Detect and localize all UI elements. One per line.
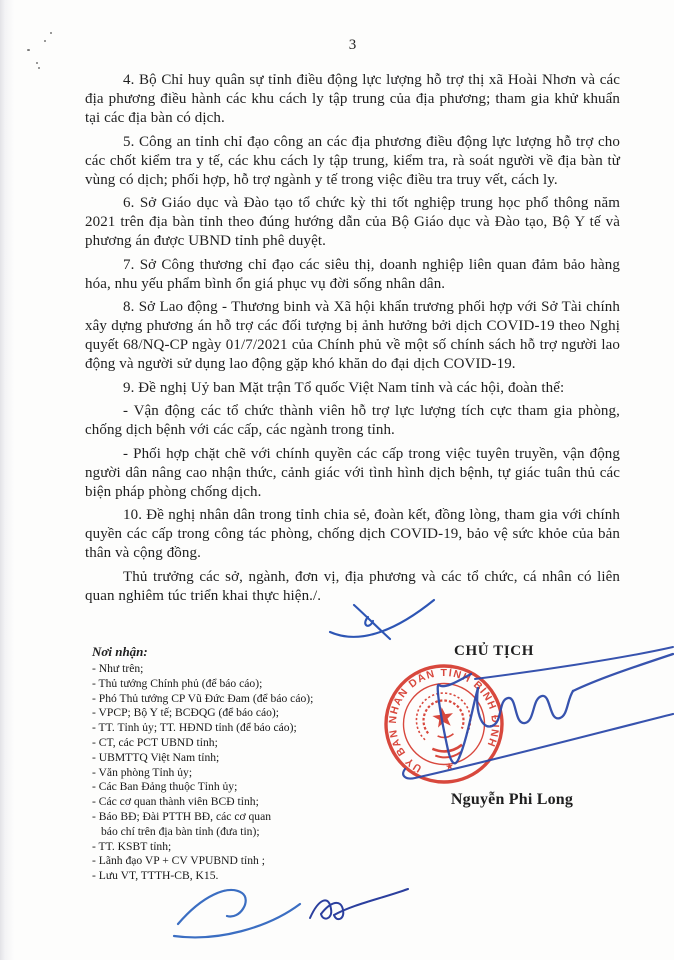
recipient-item: - Các Ban Đảng thuộc Tỉnh ủy; xyxy=(92,780,238,794)
paragraph: 4. Bộ Chỉ huy quân sự tỉnh điều động lực lượng hỗ trợ thị xã Hoài Nhơn và các địa phương điều hành các khu cách ly tập trung của địa phương; tham gia khử khuẩn tại các địa bàn có dịch. xyxy=(85,72,620,126)
seal-star: ★ xyxy=(444,761,455,774)
clerk-initials xyxy=(172,876,412,948)
paragraph: 8. Sở Lao động - Thương binh và Xã hội khẩn trương phối hợp với Sở Tài chính xây dựng phương án hỗ trợ các đối tượng bị ảnh hưởng bởi dịch COVID-19 theo Nghị quyết 68/NQ-CP ngày 01/7/2021 của Chính phủ về một số chính sách hỗ trợ người lao động và người sử dụng lao động gặp khó khăn do đại dịch COVID-19. xyxy=(85,299,620,372)
recipient-item: - Phó Thủ tướng CP Vũ Đức Đam (để báo cáo); xyxy=(92,691,314,705)
recipients-block xyxy=(92,644,352,884)
recipient-item-continuation: báo chí trên địa bàn tỉnh (đưa tin); xyxy=(101,824,260,838)
paragraph: 6. Sở Giáo dục và Đào tạo tổ chức kỳ thi tốt nghiệp trung học phổ thông năm 2021 trên địa bàn tỉnh theo đúng hướng dẫn của Bộ Giáo dục và Đào tạo, Bộ Y tế và phương án được UBND tỉnh phê duyệt. xyxy=(85,195,620,249)
recipient-item: - TT. Tỉnh ủy; TT. HĐND tỉnh (để báo cáo); xyxy=(92,721,297,735)
seal-ring-text: ỦY BAN NHÂN DÂN TỈNH BÌNH ĐỊNH xyxy=(386,666,502,775)
recipient-item: - Văn phòng Tỉnh ủy; xyxy=(92,765,193,779)
recipient-item: - TT. KSBT tỉnh; xyxy=(92,839,172,853)
signer-name: Nguyễn Phi Long xyxy=(450,791,574,808)
recipients-label: Nơi nhận: xyxy=(92,644,148,659)
recipient-item: - Báo BĐ; Đài PTTH BĐ, các cơ quan xyxy=(92,809,272,823)
document-body xyxy=(85,36,620,610)
paragraph: - Phối hợp chặt chẽ với chính quyền các cấp trong việc tuyên truyền, vận động người dân nâng cao nhận thức, cảnh giác với tình hình dịch bệnh, tự giác tuân thủ các biện pháp phòng chống dịch. xyxy=(85,445,620,500)
paragraph: 9. Đề nghị Uỷ ban Mặt trận Tổ quốc Việt Nam tỉnh và các hội, đoàn thể: xyxy=(123,379,565,396)
recipient-item: - Các cơ quan thành viên BCĐ tỉnh; xyxy=(92,795,259,809)
signer-title: CHỦ TỊCH xyxy=(454,643,534,659)
closing-paragraph: Thủ trưởng các sở, ngành, đơn vị, địa phương và các tổ chức, cá nhân có liên quan nghiêm túc triển khai thực hiện./. xyxy=(85,568,620,604)
recipient-item: - UBMTTQ Việt Nam tỉnh; xyxy=(92,750,220,764)
paragraph: 5. Công an tỉnh chỉ đạo công an các địa phương điều động lực lượng hỗ trợ cho các chốt kiểm tra y tế, các khu cách ly tập trung, kiểm tra, rà soát người về địa bàn từ vùng có dịch; phối hợp, hỗ trợ ngành y tế trong việc điều tra truy vết, cách ly. xyxy=(85,133,620,188)
recipient-item: - Thủ tướng Chính phủ (để báo cáo); xyxy=(92,676,263,690)
paragraph: 7. Sở Công thương chỉ đạo các siêu thị, doanh nghiệp liên quan đảm bảo hàng hóa, nhu yếu phẩm bình ổn giá phục vụ đời sống nhân dân. xyxy=(85,256,620,292)
recipient-item: - Lưu VT, TTTH-CB, K15. xyxy=(92,869,219,883)
recipient-item: - VPCP; Bộ Y tế; BCĐQG (để báo cáo); xyxy=(92,706,279,720)
paragraph: - Vận động các tổ chức thành viên hỗ trợ lực lượng tích cực tham gia phòng, chống dịch bệnh với các cấp, các ngành trong tỉnh. xyxy=(85,403,620,438)
recipient-item: - CT, các PCT UBND tỉnh; xyxy=(92,735,218,749)
recipient-item: - Như trên; xyxy=(92,662,144,675)
recipient-item: - Lãnh đạo VP + CV VPUBND tỉnh ; xyxy=(92,854,265,868)
page-number: 3 xyxy=(348,37,357,53)
signature-ink xyxy=(375,630,674,790)
paragraph: 10. Đề nghị nhân dân trong tỉnh chia sẻ, đoàn kết, đồng lòng, tham gia với chính quyền các cấp trong công tác phòng, chống dịch COVID-19, bảo vệ sức khỏe của bản thân và cộng đồng. xyxy=(85,507,620,561)
